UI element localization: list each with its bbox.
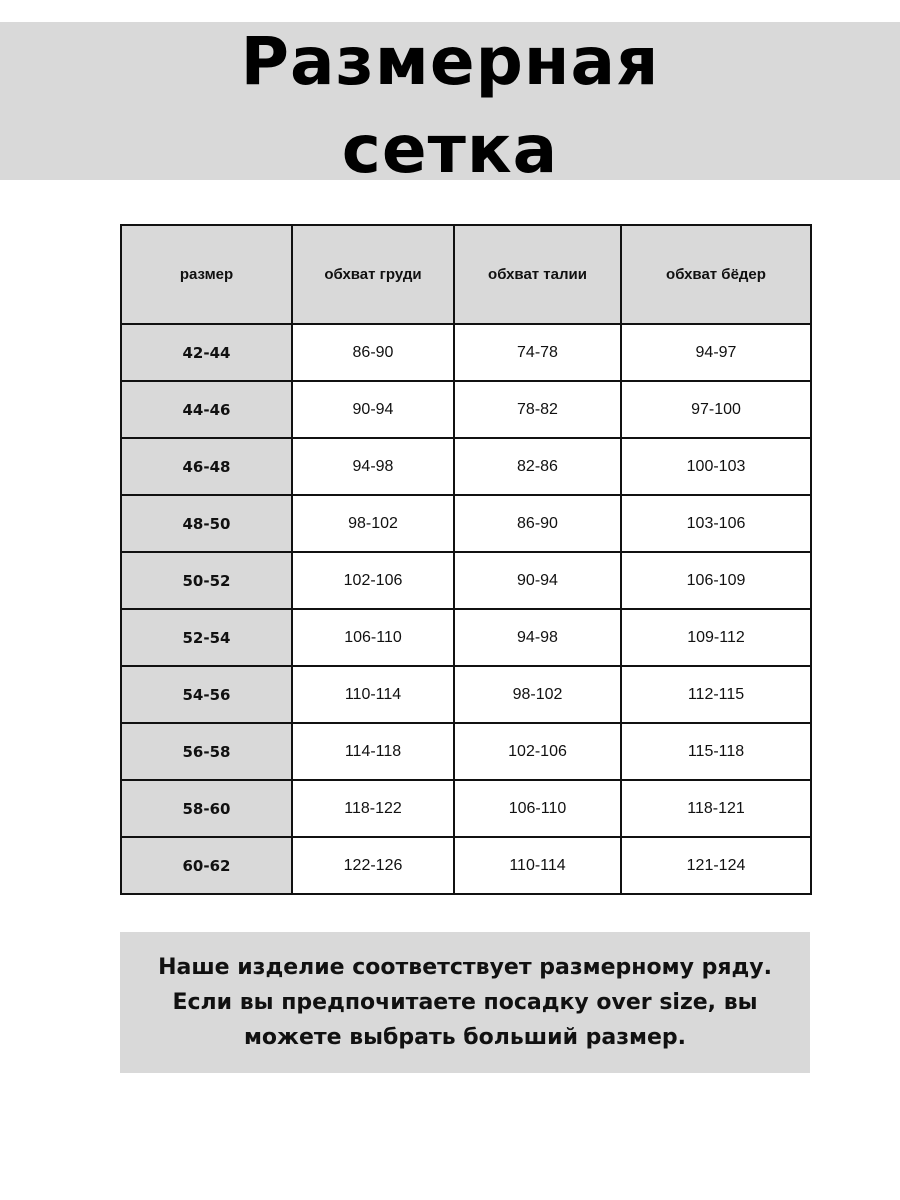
hips-cell: 121-124 <box>621 837 811 894</box>
chest-cell: 90-94 <box>292 381 454 438</box>
table-row <box>121 438 811 495</box>
size-cell: 50-52 <box>121 552 292 609</box>
size-cell: 52-54 <box>121 609 292 666</box>
waist-cell: 74-78 <box>454 324 621 381</box>
hips-cell: 115-118 <box>621 723 811 780</box>
waist-cell: 82-86 <box>454 438 621 495</box>
fit-note-line-2: Если вы предпочитаете посадку over size, вы <box>172 990 758 1015</box>
size-cell: 42-44 <box>121 324 292 381</box>
table-row <box>121 723 811 780</box>
size-cell: 60-62 <box>121 837 292 894</box>
chest-cell: 102-106 <box>292 552 454 609</box>
chest-cell: 114-118 <box>292 723 454 780</box>
fit-note-line-1: Наше изделие соответствует размерному ряду. <box>158 955 772 980</box>
header-waist: обхват талии <box>454 225 621 324</box>
hips-cell: 118-121 <box>621 780 811 837</box>
table-row <box>121 552 811 609</box>
hips-cell: 106-109 <box>621 552 811 609</box>
size-cell: 48-50 <box>121 495 292 552</box>
size-cell: 56-58 <box>121 723 292 780</box>
header-size: размер <box>121 225 292 324</box>
waist-cell: 98-102 <box>454 666 621 723</box>
size-cell: 44-46 <box>121 381 292 438</box>
page-title-line-2: сетка <box>341 111 559 188</box>
table-header-row <box>121 225 811 324</box>
waist-cell: 94-98 <box>454 609 621 666</box>
hips-cell: 112-115 <box>621 666 811 723</box>
header-chest: обхват груди <box>292 225 454 324</box>
page-title-line-1: Размерная <box>240 23 660 100</box>
table-row <box>121 324 811 381</box>
waist-cell: 106-110 <box>454 780 621 837</box>
fit-note-line-3: можете выбрать больший размер. <box>243 1025 687 1050</box>
hips-cell: 109-112 <box>621 609 811 666</box>
table-row <box>121 495 811 552</box>
hips-cell: 100-103 <box>621 438 811 495</box>
waist-cell: 86-90 <box>454 495 621 552</box>
waist-cell: 102-106 <box>454 723 621 780</box>
fit-note-box <box>120 932 810 1073</box>
size-cell: 46-48 <box>121 438 292 495</box>
header-hips: обхват бёдер <box>621 225 811 324</box>
table-row <box>121 381 811 438</box>
size-cell: 58-60 <box>121 780 292 837</box>
hips-cell: 97-100 <box>621 381 811 438</box>
hips-cell: 94-97 <box>621 324 811 381</box>
chest-cell: 94-98 <box>292 438 454 495</box>
chest-cell: 86-90 <box>292 324 454 381</box>
chest-cell: 98-102 <box>292 495 454 552</box>
chest-cell: 110-114 <box>292 666 454 723</box>
chest-cell: 118-122 <box>292 780 454 837</box>
chest-cell: 122-126 <box>292 837 454 894</box>
table-row <box>121 837 811 894</box>
size-table <box>120 224 812 895</box>
chest-cell: 106-110 <box>292 609 454 666</box>
waist-cell: 110-114 <box>454 837 621 894</box>
size-cell: 54-56 <box>121 666 292 723</box>
table-row <box>121 609 811 666</box>
table-row <box>121 780 811 837</box>
hips-cell: 103-106 <box>621 495 811 552</box>
waist-cell: 90-94 <box>454 552 621 609</box>
waist-cell: 78-82 <box>454 381 621 438</box>
table-row <box>121 666 811 723</box>
